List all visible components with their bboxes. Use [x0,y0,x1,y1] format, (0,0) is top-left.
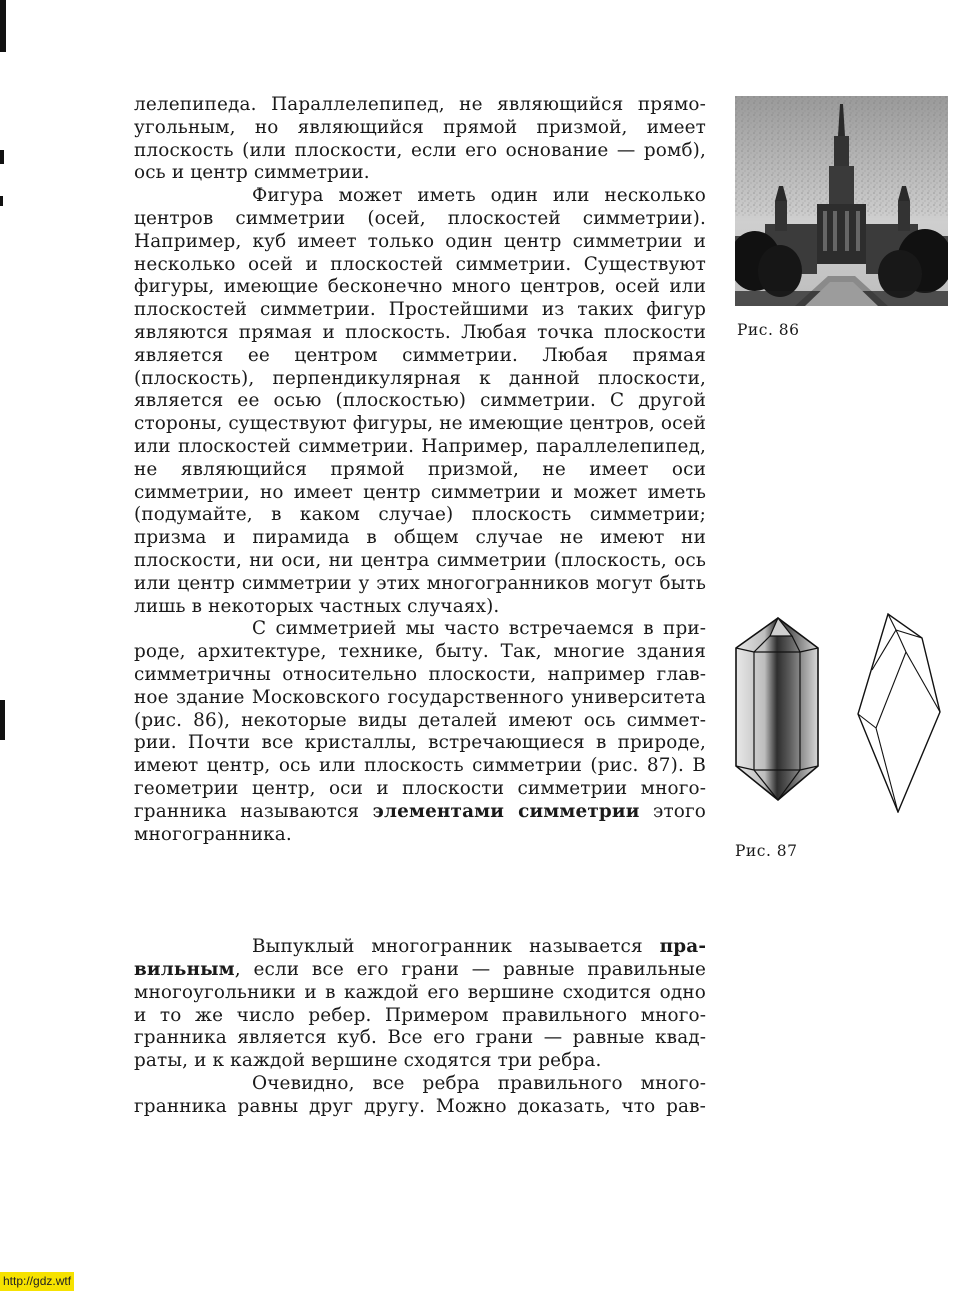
p3-text-b: этого многогранника. [134,800,707,845]
crystals-figure [730,608,950,813]
p1-line-2: угольным, но являющийся прямой призмой, имеет [134,116,706,138]
fig87-caption: Рис. 87 [735,842,798,860]
p4-text-b: , если все его грани — равные правильные многоугольники и в каждой его вершине сходится одно и то же число ребер. Примером правильного многогранника является куб. Все его грани — равные квадраты, и к каждой вершине сходятся три ребра. [134,959,706,1072]
paragraph-3 [134,618,706,846]
scan-edge [0,0,12,1291]
p4-text-a: Выпуклый многогранник называется [252,936,660,958]
term-symmetry-elements: элементами симметрии [372,800,640,822]
p1-line-3: плоскость (или плоскости, если его основание — ромб), [134,139,706,161]
fig86-caption: Рис. 86 [737,321,800,339]
main-text-column [134,94,706,1119]
term-regular: правильным [134,936,706,981]
p3-text-a: С симметрией мы часто встречаемся в природе, архитектуре, технике, быту. Так, многие здания симметричны относительно плоскости, например главное здание Московского государственного университета (рис. 86), некоторые виды деталей имеют ось симметрии. Почти все кристаллы, встречающиеся в природе, имеют центр, ось или плоскость симметрии (рис. 87). В геометрии центр, оси и плоскости симметрии многогранника называются [134,618,706,822]
msu-building-photo [735,96,948,306]
paragraph-1 [134,94,706,185]
paragraph-4 [134,936,706,1073]
watermark-link[interactable]: http://gdz.wtf [0,1272,74,1291]
paragraph-5: Очевидно, все ребра правильного многогранника равны друг другу. Можно доказать, что рав- [134,1073,706,1117]
p1-line-4: ось и центр симметрии. [134,162,370,184]
paragraph-2: Фигура может иметь один или несколько центров симметрии (осей, плоскостей симметрии). Например, куб имеет только один центр симметрии и несколько осей и плоскостей симметрии. Существуют фигуры, имеющие бесконечно много центров, осей или плоскостей симметрии. Простейшими из таких фигур являются прямая и плоскость. Любая точка плоскости является ее центром симметрии. Любая прямая (плоскость), перпендикулярная к данной плоскости, является ее осью (плоскостью) симметрии. С другой стороны, существуют фигуры, не имеющие центров, осей или плоскостей симметрии. Например, параллелепипед, не являющийся прямой призмой, не имеет оси симметрии, но имеет центр симметрии и может иметь (подумайте, в каком случае) плоскость симметрии; призма и пирамида в общем случае не имеют ни плоскости, ни оси, ни центра симметрии (плоскость, ось или центр симметрии у этих многогранников могут быть лишь в некоторых частных случаях). [134,185,706,617]
p1-line-1: лелепипеда. Параллелепипед, не являющийся прямо- [134,94,706,115]
